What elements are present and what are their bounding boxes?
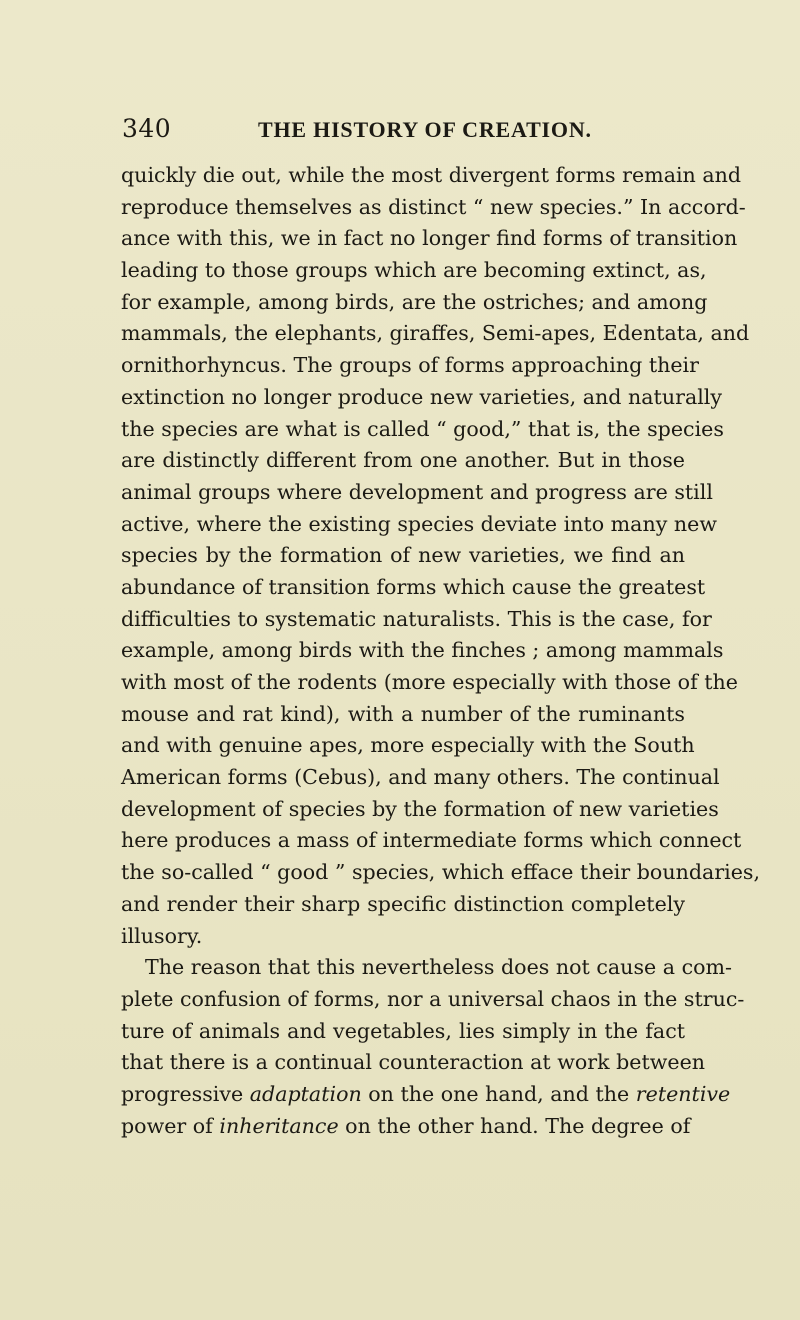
- text-line: quickly die out, while the most divergent forms remain and: [121, 163, 742, 187]
- text-line: plete confusion of forms, nor a universal chaos in the struc-: [121, 986, 745, 1011]
- text-line: ornithorhyncus. The groups of forms approaching their: [121, 353, 699, 378]
- text-run: progressive: [121, 1081, 250, 1106]
- running-title: THE HISTORY OF CREATION.: [258, 117, 592, 142]
- text-line: and render their sharp specific distinction completely: [121, 891, 685, 916]
- text-line: ance with this, we in fact no longer find forms of transition: [121, 226, 738, 251]
- text-line: are distinctly different from one another. But in those: [121, 448, 685, 473]
- italic-term-inheritance: inheritance: [219, 1113, 339, 1138]
- text-line: and with genuine apes, more especially with the South: [121, 733, 695, 758]
- running-head: [122, 112, 682, 146]
- text-run: on the other hand. The degree of: [338, 1113, 691, 1138]
- text-line: active, where the existing species deviate into many new: [121, 511, 717, 536]
- text-line: development of species by the formation of new varieties: [121, 796, 719, 821]
- text-line: extinction no longer produce new varieties, and naturally: [121, 384, 723, 409]
- text-line: difficulties to systematic naturalists. This is the case, for: [121, 606, 712, 631]
- text-line: ture of animals and vegetables, lies simply in the fact: [121, 1018, 685, 1043]
- text-run: on the one hand, and the: [361, 1081, 636, 1106]
- text-line: mammals, the elephants, giraffes, Semi-apes, Edentata, and: [121, 321, 750, 346]
- text-line: mouse and rat kind), with a number of the ruminants: [121, 701, 685, 726]
- text-line: reproduce themselves as distinct “ new species.” In accord-: [121, 194, 746, 219]
- text-line: species by the formation of new varieties, we find an: [121, 543, 685, 568]
- text-line: American forms (Cebus), and many others. The continual: [121, 765, 720, 790]
- text-line-with-italics: [121, 1111, 691, 1143]
- text-line: here produces a mass of intermediate forms which connect: [121, 828, 742, 853]
- text-line-paragraph-start: The reason that this nevertheless does not cause a com-: [145, 955, 732, 980]
- text-line: animal groups where development and progress are still: [121, 479, 713, 504]
- text-line: the species are what is called “ good,” that is, the species: [121, 416, 724, 441]
- italic-term-adaptation: adaptation: [249, 1081, 362, 1106]
- text-line: example, among birds with the finches ; among mammals: [121, 638, 724, 663]
- text-line-with-italics: [121, 1079, 731, 1111]
- text-run: power of: [121, 1113, 220, 1138]
- text-line: for example, among birds, are the ostriches; and among: [121, 289, 708, 314]
- italic-term-retentive: retentive: [635, 1081, 731, 1106]
- text-line: with most of the rodents (more especially with those of the: [121, 670, 738, 694]
- text-line: abundance of transition forms which cause the greatest: [121, 574, 706, 599]
- text-line-paragraph-end: illusory.: [121, 923, 203, 948]
- page-number: 340: [122, 114, 172, 143]
- body-text: [121, 160, 761, 1142]
- text-line: leading to those groups which are becoming extinct, as,: [121, 258, 707, 283]
- text-line: the so-called “ good ” species, which efface their boundaries,: [121, 860, 761, 885]
- text-line: that there is a continual counteraction at work between: [121, 1050, 706, 1075]
